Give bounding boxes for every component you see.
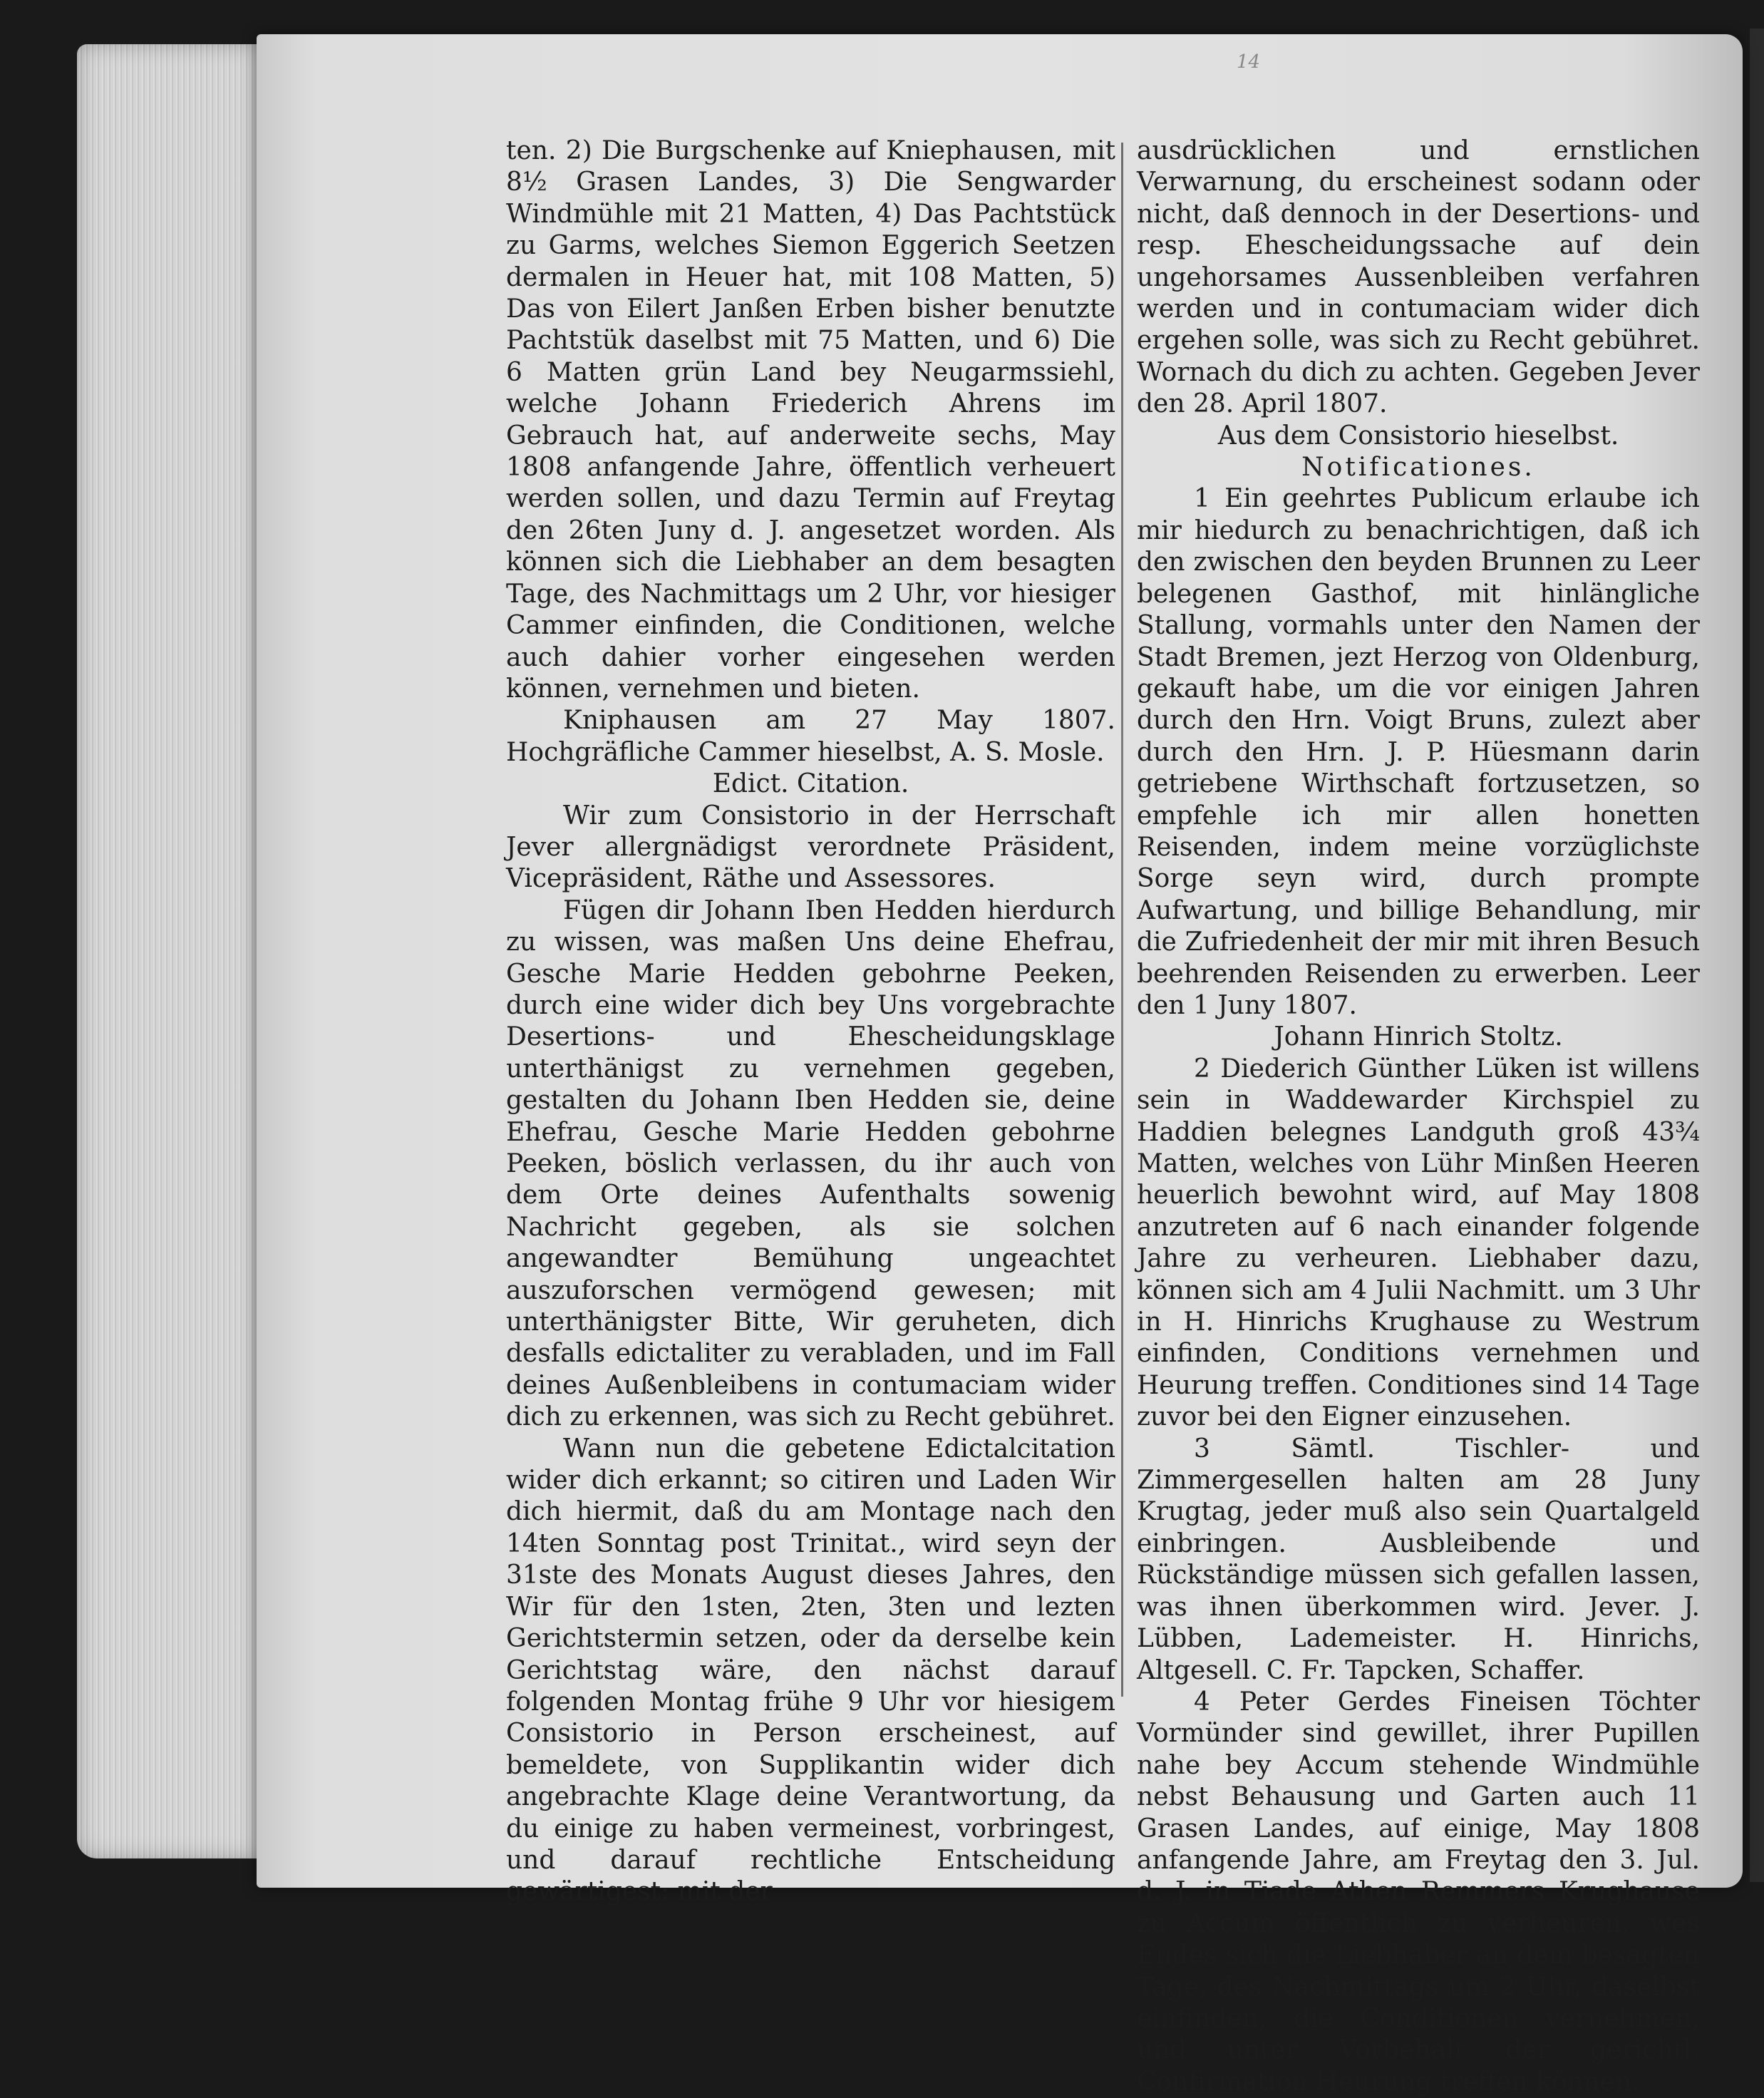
- edict-signature: Aus dem Consistorio hieselbst.: [1217, 421, 1619, 451]
- book-page-edges: [77, 44, 261, 1858]
- notification-4: 4 Peter Gerdes Fineisen Töchter Vormünder sind gewillet, ihrer Pupillen nahe bey Accum stehende Windmühle nebst Behausung und Garten auch 11 Grasen Landes, auf einige, May 1808 anfangende Jahre, am Freytag den 3. Jul. d. J. in Tiade Athen Remmers Krughause zu Accum öffentlich zu verheuren, wes Endes sich die Liebhaber an dem besagten Tage, des Nachmittags um 2 Uhr, daselbst einfinden, die Conditionen vernehmen, und unter Vorbehalt der gerichtl. Confirmation Heurung treffen können.: [1137, 1687, 1700, 2097]
- notice-signature-kniphausen: Kniphausen am 27 May 1807. Hochgräfliche Cammer hieselbst, A. S. Mosle.: [506, 706, 1115, 767]
- edict-preamble: Wir zum Consistorio in der Herrschaft Jever allergnädigst verordnete Präsident, Vicepräsident, Räthe und Assessores.: [506, 801, 1115, 894]
- section-heading-edict-citation: Edict. Citation.: [712, 769, 909, 799]
- edict-body: Fügen dir Johann Iben Hedden hierdurch zu wissen, was maßen Uns deine Ehefrau, Gesche Marie Hedden gebohrne Peeken, durch eine wider dich bey Uns vorgebrachte Desertions- und Ehescheidungsklage unterthänigst zu vernehmen gegeben, gestalten du Johann Iben Hedden sie, deine Ehefrau, Gesche Marie Hedden gebohrne Peeken, böslich verlassen, du ihr auch von dem Orte deines Aufenthalts sowenig Nachricht gegeben, als sie solchen angewandter Bemühung ungeachtet auszuforschen vermögend gewesen; mit unterthänigster Bitte, Wir geruheten, dich desfalls edictaliter zu verabladen, und im Fall deines Außenbleibens in contumaciam wider dich zu erkennen, was sich zu Recht gebühret.: [506, 895, 1115, 1432]
- notification-2: 2 Diederich Günther Lüken ist willens sein in Waddewarder Kirchspiel zu Haddien belegnes Landguth groß 43¾ Matten, welches von Lühr Minßen Heeren heuerlich bewohnt wird, auf May 1808 anzutreten auf 6 nach einander folgende Jahre zu verheuren. Liebhaber dazu, können sich am 4 Julii Nachmitt. um 3 Uhr in H. Hinrichs Krughause zu Westrum einfinden, Conditions vernehmen und Heurung treffen. Conditiones sind 14 Tage zuvor bei den Eigner einzusehen.: [1137, 1054, 1700, 1432]
- column-divider: [1121, 143, 1123, 1697]
- section-heading-notificationes: Notificationes.: [1301, 453, 1535, 483]
- edict-summons: Wann nun die gebetene Edictalcitation wider dich erkannt; so citiren und Laden Wir dich hiermit, daß du am Montage nach den 14ten Sonntag post Trinitat., wird seyn der 31ste des Monats August dieses Jahres, den Wir für den 1sten, 2ten, 3ten und lezten Gerichtstermin setzen, oder da derselbe kein Gerichtstag wäre, den nächst darauf folgenden Montag frühe 9 Uhr vor hiesigem Consistorio in Person erscheinest, auf bemeldete, von Supplikantin wider dich angebrachte Klage deine Verantwortung, da du einige zu haben vermeinest, vorbringest, und darauf rechtliche Entscheidung gewärtigest: mit der: [506, 1434, 1115, 1907]
- notification-1-signature: Johann Hinrich Stoltz.: [1274, 1022, 1563, 1052]
- page-number: 14: [1237, 51, 1261, 73]
- left-column: [506, 135, 1115, 1908]
- notice-lease-continuation: ten. 2) Die Burgschenke auf Kniephausen, mit 8½ Grasen Landes, 3) Die Sengwarder Windmühle mit 21 Matten, 4) Das Pachtstück zu Garms, welches Siemon Eggerich Seetzen dermalen in Heuer hat, mit 108 Matten, 5) Das von Eilert Janßen Erben bisher benutzte Pachtstük daselbst mit 75 Matten, und 6) Die 6 Matten grün Land bey Neugarmssiehl, welche Johann Friederich Ahrens im Gebrauch hat, auf anderweite sechs, May 1808 anfangende Jahre, öffentlich verheuert werden sollen, und dazu Termin auf Freytag den 26ten Juny d. J. angesetzet worden. Als können sich die Liebhaber an dem besagten Tage, des Nachmittags um 2 Uhr, vor hiesiger Cammer einfinden, die Conditionen, welche auch dahier vorher eingesehen werden können, vernehmen und bieten.: [506, 136, 1115, 704]
- edict-conclusion: ausdrücklichen und ernstlichen Verwarnung, du erscheinest sodann oder nicht, daß dennoch in der Desertions- und resp. Ehescheidungssache auf dein ungehorsames Aussenbleiben verfahren werden und in contumaciam wider dich ergehen solle, was sich zu Recht gebühret. Wornach du dich zu achten. Gegeben Jever den 28. April 1807.: [1137, 136, 1700, 419]
- notification-1: 1 Ein geehrtes Publicum erlaube ich mir hiedurch zu benachrichtigen, daß ich den zwischen den beyden Brunnen zu Leer belegenen Gasthof, mit hinlängliche Stallung, vormahls unter den Namen der Stadt Bremen, jezt Herzog von Oldenburg, gekauft habe, um die vor einigen Jahren durch den Hrn. Voigt Bruns, zulezt aber durch den Hrn. J. P. Hüesmann darin getriebene Wirthschaft fortzusetzen, so empfehle ich mir allen honetten Reisenden, indem meine vorzüglichste Sorge seyn wird, durch prompte Aufwartung, und billige Behandlung, mir die Zufriedenheit der mir mit ihren Besuch beehrenden Reisenden zu erwerben. Leer den 1 Juny 1807.: [1137, 484, 1700, 1020]
- right-column: [1137, 135, 1700, 2098]
- notification-3: 3 Sämtl. Tischler- und Zimmergesellen halten am 28 Juny Krugtag, jeder muß also sein Quartalgeld einbringen. Ausbleibende und Rückständige müssen sich gefallen lassen, was ihnen überkommen wird. Jever. J. Lübben, Lademeister. H. Hinrichs, Altgesell. C. Fr. Tapcken, Schaffer.: [1137, 1434, 1700, 1685]
- scan-border: [1750, 29, 1764, 1882]
